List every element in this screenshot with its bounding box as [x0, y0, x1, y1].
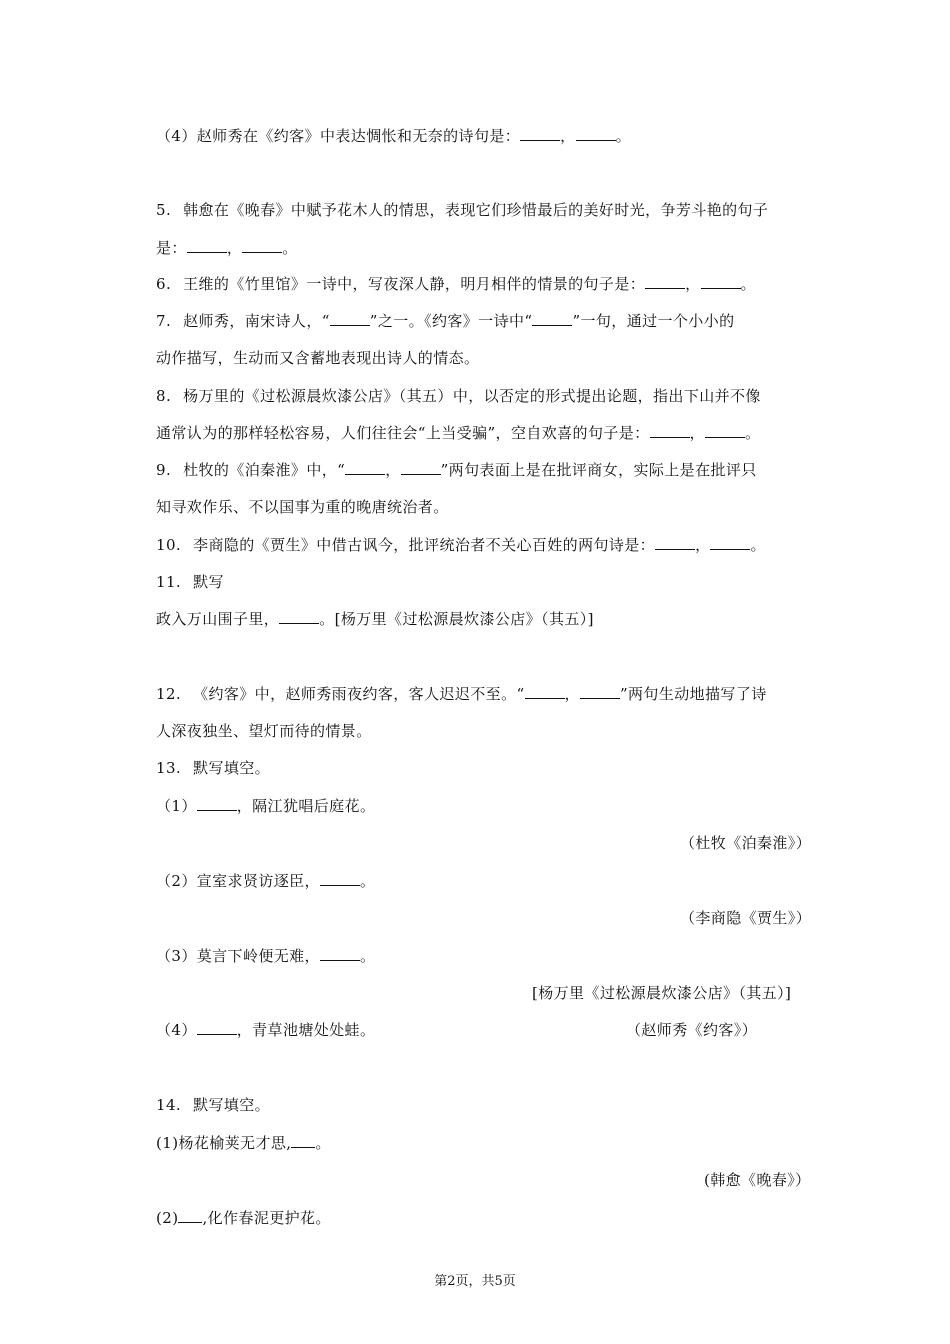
answer-blank[interactable] [291, 1133, 315, 1148]
question-14: 14. 默写填空。 [156, 1096, 271, 1114]
answer-blank[interactable] [330, 311, 370, 326]
answer-blank[interactable] [320, 871, 360, 886]
question-number: 5. [156, 201, 172, 219]
q13-item2-source: （李商隐《贾生》） [680, 909, 812, 927]
q13-item1: （1） ，隔江犹唱后庭花。 [156, 797, 376, 815]
q13-item1-source: （杜牧《泊秦淮》） [680, 834, 812, 852]
answer-blank[interactable] [242, 238, 282, 253]
question-8-line2: 通常认为的那样轻松容易，人们往往会“上当受骗”，空自欢喜的句子是： ， 。 [156, 424, 761, 442]
answer-blank[interactable] [576, 126, 616, 141]
answer-blank[interactable] [701, 274, 741, 289]
answer-blank[interactable] [197, 1020, 237, 1035]
answer-blank[interactable] [187, 238, 227, 253]
q14-item1: (1)杨花榆荚无才思, 。 [156, 1134, 331, 1152]
q13-item2: （2）宣室求贤访逐臣， 。 [156, 872, 376, 890]
answer-blank[interactable] [650, 423, 690, 438]
question-11-line2: 政入万山围子里， 。[杨万里《过松源晨炊漆公店》（其五）] [156, 610, 594, 628]
q13-item4: （4） ，青草池塘处处蛙。 [156, 1021, 376, 1039]
question-7-line2: 动作描写，生动而又含蓄地表现出诗人的情态。 [156, 349, 480, 367]
q14-item1-source: (韩愈《晚春》） [704, 1171, 811, 1189]
answer-blank[interactable] [580, 684, 620, 699]
answer-blank[interactable] [655, 535, 695, 550]
question-number: 14. [156, 1096, 182, 1114]
question-number: 9. [156, 461, 172, 479]
q14-item2: (2) ,化作春泥更护花。 [156, 1209, 331, 1227]
answer-blank[interactable] [532, 311, 572, 326]
question-number: 6. [156, 275, 172, 293]
question-5-line2: 是： ， 。 [156, 239, 298, 257]
answer-blank[interactable] [345, 460, 385, 475]
answer-blank[interactable] [320, 946, 360, 961]
answer-blank[interactable] [197, 796, 237, 811]
answer-blank[interactable] [710, 535, 750, 550]
question-number: 10. [156, 536, 182, 554]
question-10: 10. 李商隐的《贾生》中借古讽今，批评统治者不关心百姓的两句诗是： ， 。 [156, 536, 766, 554]
question-9-line2: 知寻欢作乐、不以国事为重的晚唐统治者。 [156, 498, 449, 516]
page-footer: 第2页，共5页 [434, 1274, 516, 1289]
answer-blank[interactable] [178, 1208, 202, 1223]
answer-blank[interactable] [401, 460, 441, 475]
question-13: 13. 默写填空。 [156, 759, 271, 777]
question-12: 12. 《约客》中，赵师秀雨夜约客，客人迟迟不至。“ ， ”两句生动地描写了诗 [156, 685, 767, 703]
question-11: 11. 默写 [156, 573, 224, 591]
answer-blank[interactable] [520, 126, 560, 141]
q4-item4: （4）赵师秀在《约客》中表达惆怅和无奈的诗句是： ， 。 [156, 127, 631, 145]
question-number: 12. [156, 685, 182, 703]
question-7: 7. 赵师秀，南宋诗人，“ ”之一。《约客》一诗中“ ”一句，通过一个小小的 [156, 312, 735, 330]
question-number: 7. [156, 312, 172, 330]
question-12-line2: 人深夜独坐、望灯而待的情景。 [156, 722, 372, 740]
question-number: 13. [156, 759, 182, 777]
question-6: 6. 王维的《竹里馆》一诗中，写夜深人静，明月相伴的情景的句子是： ， 。 [156, 275, 756, 293]
question-number: 8. [156, 387, 172, 405]
question-9: 9. 杜牧的《泊秦淮》中，“ ， ”两句表面上是在批评商女，实际上是在批评只 [156, 461, 757, 479]
answer-blank[interactable] [645, 274, 685, 289]
answer-blank[interactable] [279, 609, 319, 624]
question-5: 5. 韩愈在《晚春》中赋予花木人的情思，表现它们珍惜最后的美好时光，争芳斗艳的句子 [156, 201, 769, 219]
answer-blank[interactable] [705, 423, 745, 438]
q13-item3-source: [杨万里《过松源晨炊漆公店》（其五）] [532, 984, 792, 1002]
question-8: 8. 杨万里的《过松源晨炊漆公店》（其五）中，以否定的形式提出论题，指出下山并不像 [156, 387, 761, 405]
q13-item3: （3）莫言下岭便无难， 。 [156, 947, 376, 965]
question-number: 11. [156, 573, 182, 591]
q13-item4-source: （赵师秀《约客》） [626, 1021, 758, 1039]
answer-blank[interactable] [525, 684, 565, 699]
